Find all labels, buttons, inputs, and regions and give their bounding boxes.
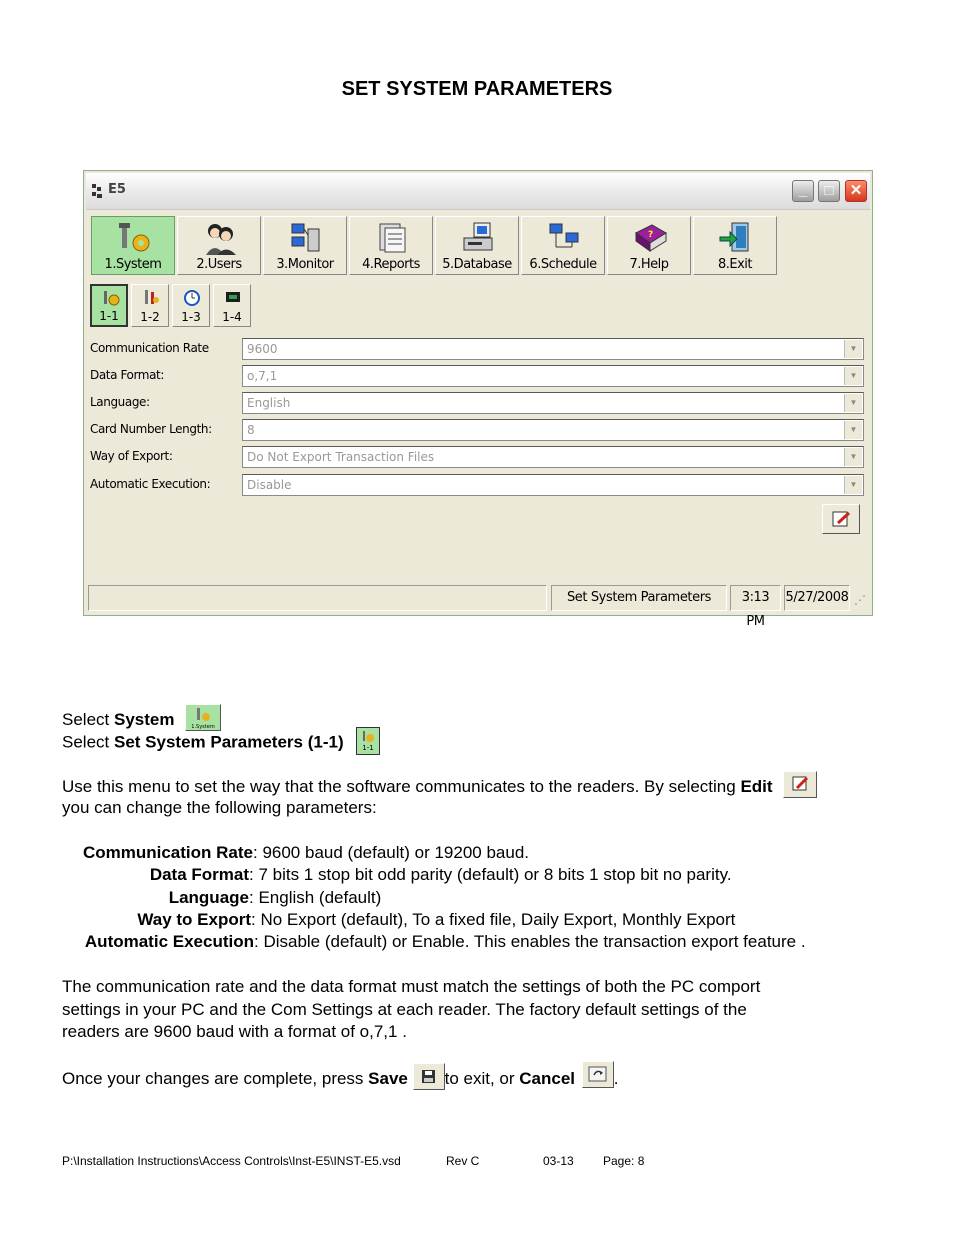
toolbar-label: 6.Schedule xyxy=(529,257,597,272)
status-message: Set System Parameters xyxy=(551,585,727,611)
language-select[interactable] xyxy=(242,392,864,414)
maximize-button[interactable] xyxy=(818,180,840,202)
parameters-icon xyxy=(102,289,120,307)
undo-arrow-icon xyxy=(583,1062,613,1087)
field-value: Do Not Export Transaction Files xyxy=(247,450,435,464)
toolbar-label: 8.Exit xyxy=(717,257,753,272)
param-name: Automatic Execution xyxy=(84,932,254,951)
cancel-icon-inline xyxy=(582,1061,614,1088)
subtool-1-3-button[interactable] xyxy=(172,284,210,327)
closing-end: . xyxy=(613,1068,619,1088)
system-icon-caption: 1.System xyxy=(191,724,215,730)
param-desc-way-to-export: : No Export (default), To a fixed file, Daily Export, Monthly Export xyxy=(251,910,736,929)
subtool-1-4-button[interactable] xyxy=(213,284,251,327)
chevron-down-icon[interactable]: ▼ xyxy=(844,367,862,385)
param-name: Way to Export xyxy=(137,910,251,929)
app-icon xyxy=(91,183,103,199)
footer-date: 03-13 xyxy=(543,1154,574,1168)
monitor-icon xyxy=(288,221,324,255)
footer-path: P:\Installation Instructions\Access Controls\Inst-E5\INST-E5.vsd xyxy=(62,1154,401,1168)
params-icon-inline xyxy=(356,727,380,755)
edit-pencil-icon xyxy=(784,772,816,797)
subtool-label: 1-3 xyxy=(181,310,201,324)
chevron-down-icon[interactable]: ▼ xyxy=(844,476,862,494)
select-prefix: Select xyxy=(62,709,110,729)
param-name-way-to-export xyxy=(0,909,251,931)
close-button[interactable] xyxy=(845,180,867,202)
footer-rev: Rev C xyxy=(446,1154,480,1168)
field-label-automatic-execution: Automatic Execution: xyxy=(90,477,211,491)
field-value: 9600 xyxy=(247,342,278,356)
toolbar-label: 7.Help xyxy=(629,257,669,272)
system-icon-inline xyxy=(185,704,221,731)
chip-icon xyxy=(224,288,242,306)
intro-text: Use this menu to set the way that the software communicates to the readers. By selecting xyxy=(62,776,736,796)
toolbar-label: 4.Reports xyxy=(362,257,420,272)
tools-icon xyxy=(142,288,160,306)
database-icon xyxy=(460,221,496,255)
field-value: 8 xyxy=(247,423,255,437)
floppy-disk-icon xyxy=(414,1064,444,1089)
edit-button[interactable] xyxy=(822,504,860,534)
communication-rate-select[interactable] xyxy=(242,338,864,360)
param-desc-communication-rate: : 9600 baud (default) or 19200 baud. xyxy=(253,843,529,862)
resize-grip-icon[interactable]: ⋰ xyxy=(854,593,866,607)
field-label-language: Language: xyxy=(90,395,150,409)
param-name-communication-rate xyxy=(0,842,253,864)
param-desc-automatic-execution: : Disable (default) or Enable. This enables the transaction export feature . xyxy=(254,932,806,951)
toolbar-help-button[interactable] xyxy=(607,216,691,275)
reports-icon xyxy=(374,221,410,255)
chevron-down-icon[interactable]: ▼ xyxy=(844,448,862,466)
field-label-communication-rate: Communication Rate xyxy=(90,341,209,355)
select-system-bold: System xyxy=(113,709,175,729)
exit-door-icon xyxy=(718,221,754,255)
minimize-button[interactable] xyxy=(792,180,814,202)
param-name: Communication Rate xyxy=(82,843,253,862)
note-line-2: settings in your PC and the Com Settings at each reader. The factory default settings of the xyxy=(62,1000,747,1019)
clock-icon xyxy=(183,288,201,306)
param-name-language xyxy=(0,887,249,909)
status-date: 5/27/2008 xyxy=(784,585,850,611)
chevron-down-icon[interactable]: ▼ xyxy=(844,394,862,412)
field-value: English xyxy=(247,396,291,410)
param-name-automatic-execution xyxy=(0,931,254,953)
toolbar-database-button[interactable] xyxy=(435,216,519,275)
footer-page: Page: 8 xyxy=(603,1154,645,1168)
users-icon xyxy=(202,221,238,255)
subtool-label: 1-1 xyxy=(99,309,119,323)
maximize-icon: □ xyxy=(824,182,834,199)
window-titlebar xyxy=(86,173,870,210)
toolbar-exit-button[interactable] xyxy=(693,216,777,275)
select-params-line xyxy=(62,729,380,757)
params-icon-caption: 1-1 xyxy=(362,744,375,752)
edit-pencil-icon xyxy=(832,510,852,528)
data-format-select[interactable] xyxy=(242,365,864,387)
param-name: Data Format xyxy=(149,865,249,884)
field-value: Disable xyxy=(247,478,292,492)
param-name: Language xyxy=(168,888,249,907)
page-title: SET SYSTEM PARAMETERS xyxy=(341,78,613,100)
toolbar-monitor-button[interactable] xyxy=(263,216,347,275)
status-panel-empty xyxy=(88,585,547,611)
status-time: 3:13 PM xyxy=(730,585,781,611)
subtool-1-2-button[interactable] xyxy=(131,284,169,327)
toolbar-users-button[interactable] xyxy=(177,216,261,275)
field-value: o,7,1 xyxy=(247,369,278,383)
close-icon: ✕ xyxy=(849,182,863,199)
toolbar-schedule-button[interactable] xyxy=(521,216,605,275)
select-params-bold: Set System Parameters (1-1) xyxy=(113,732,344,752)
param-desc-data-format: : 7 bits 1 stop bit odd parity (default) or 8 bits 1 stop bit no parity. xyxy=(249,865,732,884)
tools-gear-icon xyxy=(116,221,152,255)
closing-prefix: Once your changes are complete, press xyxy=(62,1068,364,1088)
minimize-icon: _ xyxy=(798,182,808,199)
intro-edit-bold: Edit xyxy=(740,776,773,796)
edit-icon-inline xyxy=(783,771,817,798)
chevron-down-icon[interactable]: ▼ xyxy=(844,340,862,358)
intro-line-2: you can change the following parameters: xyxy=(62,798,377,817)
save-icon-inline xyxy=(413,1063,445,1090)
toolbar-system-button[interactable] xyxy=(91,216,175,275)
field-label-card-number-length: Card Number Length: xyxy=(90,422,212,436)
closing-cancel-bold: Cancel xyxy=(519,1068,576,1088)
card-number-length-select[interactable] xyxy=(242,419,864,441)
subtool-label: 1-4 xyxy=(222,310,242,324)
closing-line xyxy=(62,1066,618,1093)
svg-text:?: ? xyxy=(648,230,654,240)
subtool-1-1-button[interactable] xyxy=(90,284,128,327)
select-prefix: Select xyxy=(62,732,110,752)
note-line-1: The communication rate and the data format must match the settings of both the PC comport xyxy=(62,977,761,996)
toolbar-label: 1.System xyxy=(104,257,162,272)
note-line-3: readers are 9600 baud with a format of o,7,1 . xyxy=(62,1022,407,1041)
parameters-icon xyxy=(357,728,379,754)
param-name-data-format xyxy=(0,864,249,886)
status-bar xyxy=(86,585,870,629)
toolbar-label: 2.Users xyxy=(196,257,242,272)
toolbar-reports-button[interactable] xyxy=(349,216,433,275)
way-of-export-select[interactable] xyxy=(242,446,864,468)
toolbar-label: 5.Database xyxy=(442,257,512,272)
toolbar-label: 3.Monitor xyxy=(276,257,334,272)
field-label-data-format: Data Format: xyxy=(90,368,164,382)
closing-mid: to exit, or xyxy=(444,1068,515,1088)
tools-gear-icon xyxy=(186,705,220,730)
field-label-way-of-export: Way of Export: xyxy=(90,449,173,463)
schedule-icon xyxy=(546,221,582,255)
automatic-execution-select[interactable] xyxy=(242,474,864,496)
param-desc-language: : English (default) xyxy=(249,888,382,907)
closing-save-bold: Save xyxy=(368,1068,408,1088)
chevron-down-icon[interactable]: ▼ xyxy=(844,421,862,439)
e5-window xyxy=(83,170,873,629)
help-book-icon xyxy=(632,221,668,255)
window-title: E5 xyxy=(108,182,126,197)
subtool-label: 1-2 xyxy=(140,310,160,324)
